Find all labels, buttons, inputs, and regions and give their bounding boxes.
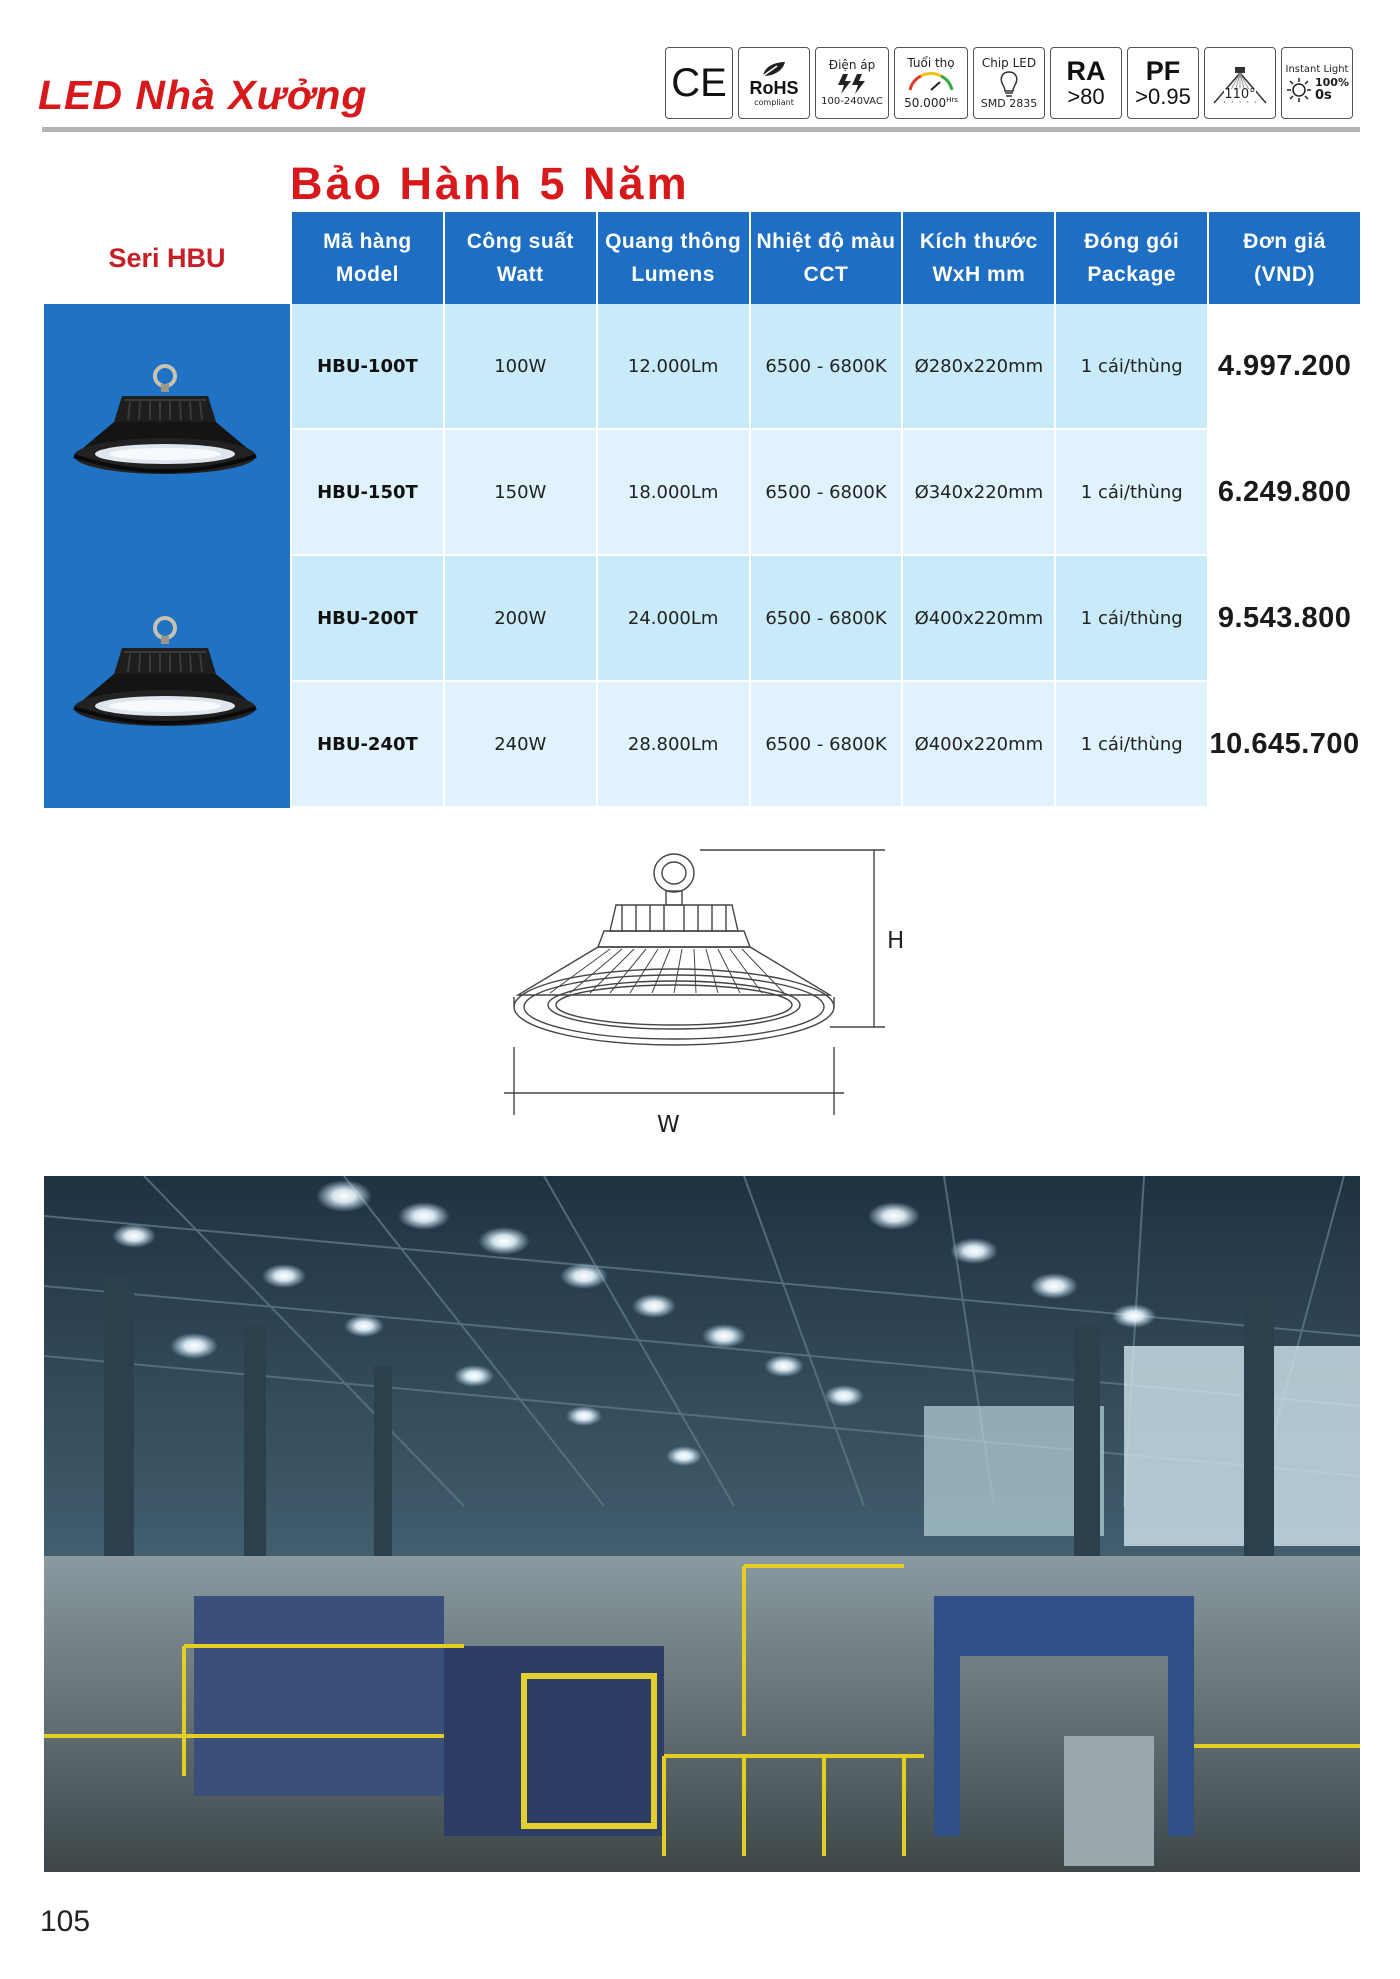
lifetime-unit: Hrs	[946, 96, 958, 104]
cell-size: Ø400x220mm	[903, 682, 1056, 808]
bulb-icon	[998, 70, 1020, 98]
cell-model: HBU-100T	[292, 304, 445, 430]
header-price	[1209, 212, 1360, 304]
cell-package: 1 cái/thùng	[1056, 304, 1209, 430]
leaf-icon	[759, 60, 789, 78]
header-line: Đóng gói	[1084, 230, 1180, 253]
pf-label: PF	[1145, 56, 1181, 86]
header-line: Nhiệt độ màu	[756, 230, 896, 253]
pf-value: >0.95	[1135, 84, 1191, 109]
series-label: Seri HBU	[108, 242, 226, 273]
voltage-label: Điện áp	[828, 57, 876, 72]
cell-cct: 6500 - 6800K	[751, 430, 904, 556]
instant-label: Instant Light	[1285, 63, 1349, 75]
header-line: Package	[1087, 263, 1177, 286]
page-title: LED Nhà Xưởng	[38, 72, 368, 118]
product-image-hbu-large	[44, 556, 290, 808]
factory-photo	[44, 1176, 1360, 1872]
header-watt	[445, 212, 598, 304]
cell-size: Ø280x220mm	[903, 304, 1056, 430]
voltage-value: 100-240VAC	[821, 95, 883, 107]
rohs-badge	[738, 47, 810, 119]
cell-lumens: 12.000Lm	[598, 304, 751, 430]
header-line: Đơn giá	[1243, 230, 1326, 253]
cell-watt: 150W	[445, 430, 598, 556]
lightning-icon	[835, 72, 869, 96]
product-table	[292, 304, 1360, 808]
table-row	[292, 430, 1360, 556]
spec-badges	[665, 47, 1353, 119]
width-label: W	[657, 1112, 680, 1138]
header-line: WxH mm	[932, 263, 1026, 286]
highbay-lamp-image	[44, 556, 290, 808]
cell-watt: 240W	[445, 682, 598, 808]
instant-light-badge	[1281, 47, 1353, 119]
header-divider	[42, 127, 1360, 132]
lifetime-label: Tuổi thọ	[907, 56, 955, 70]
table-header	[292, 212, 1360, 304]
ra-value: >80	[1067, 84, 1105, 109]
lifetime-badge	[894, 47, 968, 119]
product-image-hbu-small	[44, 304, 290, 556]
angle-value: 110°	[1224, 87, 1256, 102]
header-model	[292, 212, 445, 304]
header-line: (VND)	[1254, 263, 1315, 286]
lifetime-value: 50.000	[904, 96, 947, 110]
cell-size: Ø340x220mm	[903, 430, 1056, 556]
chip-badge	[973, 47, 1045, 119]
instant-time: 0s	[1315, 88, 1332, 103]
pf-badge	[1127, 47, 1199, 119]
rohs-sub: compliant	[754, 97, 794, 107]
ra-label: RA	[1066, 56, 1106, 86]
cell-price: 4.997.200	[1209, 304, 1360, 430]
page-number: 105	[40, 1905, 91, 1938]
chip-value: SMD 2835	[980, 96, 1038, 110]
warehouse-lighting-image	[44, 1176, 1360, 1872]
header-line: Mã hàng	[323, 230, 412, 253]
cell-package: 1 cái/thùng	[1056, 430, 1209, 556]
header-line: Công suất	[466, 230, 574, 253]
chip-label: Chip LED	[981, 55, 1037, 70]
warranty-heading: Bảo Hành 5 Năm	[290, 158, 690, 209]
cell-model: HBU-200T	[292, 556, 445, 682]
header-lumens	[598, 212, 751, 304]
cell-model: HBU-240T	[292, 682, 445, 808]
cell-price: 6.249.800	[1209, 430, 1360, 556]
table-row	[292, 682, 1360, 808]
cell-model: HBU-150T	[292, 430, 445, 556]
header-cct	[751, 212, 904, 304]
instant-pct: 100%	[1315, 76, 1349, 89]
gauge-icon	[904, 70, 958, 94]
cell-cct: 6500 - 6800K	[751, 556, 904, 682]
ce-mark: CE	[671, 61, 727, 105]
ra-badge	[1050, 47, 1122, 119]
cell-cct: 6500 - 6800K	[751, 304, 904, 430]
highbay-lamp-image	[44, 304, 290, 556]
cell-lumens: 24.000Lm	[598, 556, 751, 682]
header-line: Watt	[496, 263, 544, 286]
header-line: Quang thông	[605, 230, 742, 253]
dimension-diagram	[490, 835, 910, 1115]
header-line: Lumens	[631, 263, 715, 286]
cell-lumens: 18.000Lm	[598, 430, 751, 556]
cell-package: 1 cái/thùng	[1056, 682, 1209, 808]
cell-watt: 200W	[445, 556, 598, 682]
header-line: CCT	[803, 263, 849, 286]
table-row	[292, 304, 1360, 430]
rohs-label: RoHS	[749, 77, 799, 98]
cell-size: Ø400x220mm	[903, 556, 1056, 682]
cell-price: 10.645.700	[1209, 682, 1360, 808]
voltage-badge	[815, 47, 889, 119]
cell-price: 9.543.800	[1209, 556, 1360, 682]
header-size	[903, 212, 1056, 304]
cell-watt: 100W	[445, 304, 598, 430]
cell-lumens: 28.800Lm	[598, 682, 751, 808]
height-label: H	[887, 928, 905, 954]
header-line: Kích thước	[919, 230, 1038, 253]
header-line: Model	[335, 263, 400, 286]
cell-package: 1 cái/thùng	[1056, 556, 1209, 682]
cell-cct: 6500 - 6800K	[751, 682, 904, 808]
ce-badge	[665, 47, 733, 119]
beam-angle-badge	[1204, 47, 1276, 119]
header-package	[1056, 212, 1209, 304]
table-row	[292, 556, 1360, 682]
sun-icon	[1285, 76, 1313, 104]
